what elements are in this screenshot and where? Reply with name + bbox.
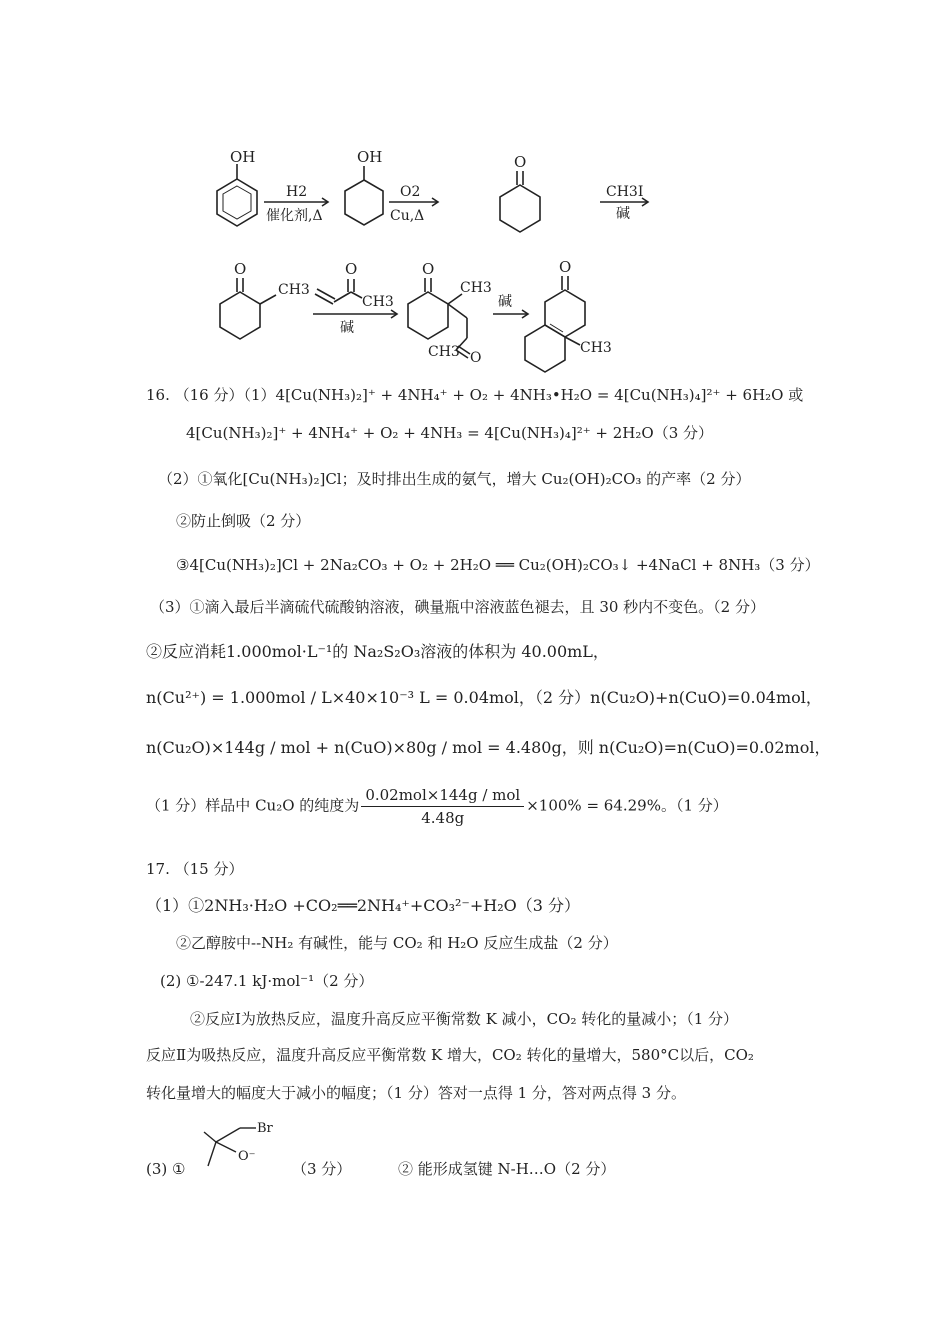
q17-part3-label: (3) ① (146, 1160, 186, 1178)
purity-label: （1 分）样品中 Cu₂O 的纯度为 (146, 796, 360, 815)
step5-condition: 碱 (498, 294, 512, 310)
cyclohexanol-ring (345, 180, 383, 225)
step4-condition: 碱 (340, 320, 354, 336)
alkoxide-o-label: O⁻ (238, 1149, 256, 1164)
q17-part1-item1: （1）①2NH₃·H₂O +CO₂══2NH₄⁺+CO₃²⁻+H₂O（3 分） (146, 896, 581, 915)
step2-condition: Cu,Δ (390, 208, 425, 224)
cyclohexanone-ring (500, 185, 540, 232)
cyclohexanone-o-label: O (514, 153, 527, 171)
q16-part3-purity (146, 786, 728, 827)
q16-part2-item1: （2）①氧化[Cu(NH₃)₂]Cl；及时排出生成的氨气，增大 Cu₂(OH)₂CO₃ 的产率（2 分） (158, 470, 751, 488)
adduct-chain-o-label: O (470, 350, 482, 366)
michael-adduct-ring (408, 292, 448, 339)
ketone-a-ch3-label: CH3 (278, 282, 310, 298)
cyclohexanol-oh-label: OH (357, 148, 383, 166)
q17-part2-item4: 转化量增大的幅度大于减小的幅度；（1 分）答对一点得 1 分，答对两点得 3 分。 (146, 1084, 686, 1102)
mvk-o-label: O (345, 260, 358, 278)
q16-part3-item2: ②反应消耗1.000mol·L⁻¹的 Na₂S₂O₃溶液的体积为 40.00mL， (146, 642, 609, 661)
q17-header: 17. （15 分） (146, 860, 244, 878)
octalone-ring-a (545, 290, 585, 337)
step1-reagent: H2 (286, 184, 308, 200)
purity-result: ×100% = 64.29%。（1 分） (526, 796, 728, 815)
octalone-ch3-label: CH3 (580, 340, 612, 356)
step2-reagent: O2 (400, 184, 421, 200)
q17-part2-item3: 反应Ⅱ为吸热反应，温度升高反应平衡常数 K 增大，CO₂ 转化的量增大，580°C以后，CO₂ (146, 1046, 754, 1064)
adduct-ch3-label: CH3 (460, 280, 492, 296)
q16-part3-calc1: n(Cu²⁺) = 1.000mol / L×40×10⁻³ L = 0.04mol，（2 分）n(Cu₂O)+n(CuO)=0.04mol， (146, 688, 822, 707)
bromine-label: Br (257, 1121, 273, 1136)
purity-fraction (361, 786, 524, 827)
purity-denominator: 4.48g (421, 809, 465, 827)
q16-part2-item3: ③4[Cu(NH₃)₂]Cl + 2Na₂CO₃ + O₂ + 2H₂O ══ Cu₂(OH)₂CO₃↓ +4NaCl + 8NH₃（3 分） (176, 556, 820, 574)
adduct-ch3-chain-label: CH3 (428, 344, 460, 360)
q17-part2-item1: (2) ①-247.1 kJ·mol⁻¹（2 分） (160, 972, 374, 990)
ketone-a-o-label: O (234, 260, 247, 278)
q17-part3-item2: ② 能形成氢键 N-H…O（2 分） (398, 1160, 616, 1178)
octalone-ring-b (525, 325, 565, 372)
scheme-bottom-row (0, 250, 950, 370)
q16-part3-item1: （3）①滴入最后半滴硫代硫酸钠溶液，碘量瓶中溶液蓝色褪去，且 30 秒内不变色。（2 分） (150, 598, 765, 616)
q16-part3-calc2: n(Cu₂O)×144g / mol + n(CuO)×80g / mol = 4.480g，则 n(Cu₂O)=n(CuO)=0.02mol， (146, 738, 831, 757)
q16-header: 16. （16 分）（1）4[Cu(NH₃)₂]⁺ + 4NH₄⁺ + O₂ + 4NH₃•H₂O = 4[Cu(NH₃)₄]²⁺ + 6H₂O 或 (146, 386, 804, 404)
scheme-top-row (0, 0, 950, 260)
phenol-oh-label: OH (230, 148, 256, 166)
q17-part3-score: （3 分） (292, 1160, 352, 1178)
q16-part2-item2: ②防止倒吸（2 分） (176, 512, 311, 530)
purity-numerator: 0.02mol×144g / mol (361, 786, 524, 807)
q17-part2-item2: ②反应Ⅰ为放热反应，温度升高反应平衡常数 K 减小，CO₂ 转化的量减小；（1 分） (190, 1010, 739, 1028)
step1-condition: 催化剂,Δ (266, 208, 323, 224)
step3-reagent: CH3I (606, 184, 644, 200)
step3-condition: 碱 (616, 206, 630, 222)
octalone-o-label: O (559, 258, 572, 276)
mvk-ch3-label: CH3 (362, 294, 394, 310)
adduct-o-label: O (422, 260, 435, 278)
methylcyclohexanone-ring (220, 292, 260, 339)
q17-part1-item2: ②乙醇胺中--NH₂ 有碱性，能与 CO₂ 和 H₂O 反应生成盐（2 分） (176, 934, 618, 952)
q16-equation-2: 4[Cu(NH₃)₂]⁺ + 4NH₄⁺ + O₂ + 4NH₃ = 4[Cu(NH₃)₄]²⁺ + 2H₂O（3 分） (186, 424, 714, 442)
